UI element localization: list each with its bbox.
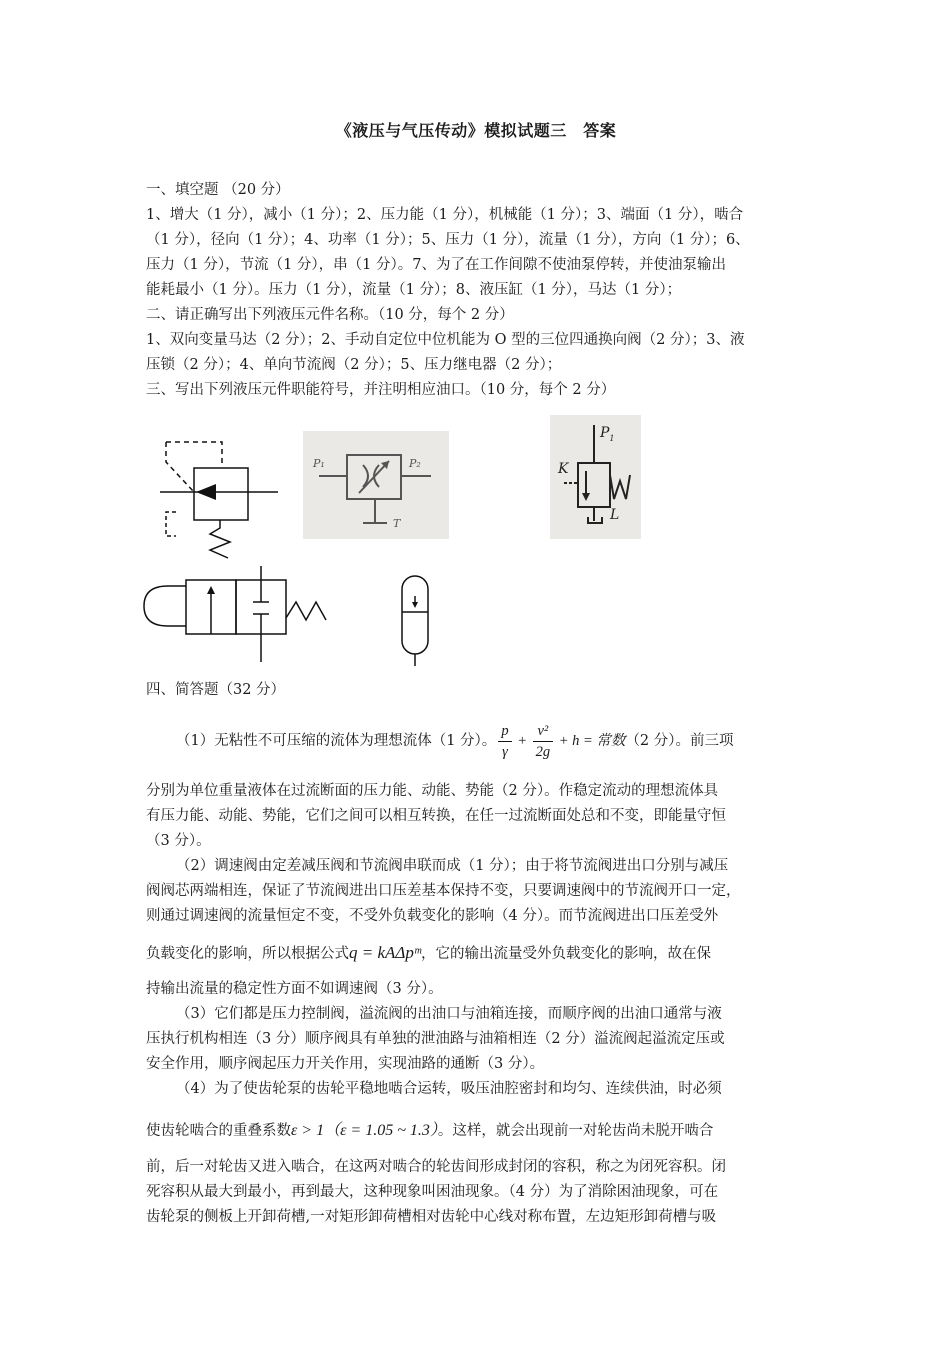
throttle-valve-photo <box>303 431 449 539</box>
pressure-relay-symbol <box>550 415 641 539</box>
one-way-throttle-symbol <box>303 431 449 539</box>
pressure-relay-photo <box>550 415 641 539</box>
q4-formula-line: 使齿轮啮合的重叠系数ε > 1（ε = 1.05 ~ 1.3）。这样，就会出现前一对轮齿尚未脱开啮合 <box>146 1122 714 1139</box>
answer-line: 能耗最小（1 分）。压力（1 分），流量（1 分）；8、液压缸（1 分），马达（1 分）； <box>146 282 682 298</box>
q2-formula-line: 负载变化的影响，所以根据公式q = kAΔpᵐ，它的输出流量受外负载变化的影响，故在保 <box>146 943 711 962</box>
answer-line: 压锁（2 分）；4、单向节流阀（2 分）；5、压力继电器（2 分）； <box>146 357 562 373</box>
q2-q3-body: 持输出流量的稳定性方面不如调速阀（3 分）。 （3）它们都是压力控制阀，溢流阀的出油口与油箱连接，而顺序阀的出油口通常与液 压执行机构相连（3 分）顺序阀具有单独的泄油路与油箱相连（2 分）溢流阀起溢流定压或 安全作用，顺序阀起压力开关作用，实现油路的通断（3 分）。 （4）为了使齿轮泵的齿轮平稳地啮合运转，吸压油腔密封和均匀、连续供油，时必须 <box>146 981 725 1097</box>
section-short-answer <box>146 678 810 703</box>
section-heading: 三、写出下列液压元件职能符号，并注明相应油口。（10 分，每个 2 分） <box>146 382 616 398</box>
answer-line: 1、双向变量马达（2 分）；2、手动自定位中位机能为 O 型的三位四通换向阀（2 分）；3、液 <box>146 332 745 348</box>
section-fill-blank <box>146 178 810 403</box>
accumulator-symbol <box>395 572 435 668</box>
svg-text:P₁: P₁ <box>313 457 325 470</box>
bernoulli-formula: $\frac{p}{\gamma}$ + $\frac{\text{v²}}{2g}$ + h = 常数 <box>496 733 625 749</box>
svg-text:L: L <box>610 507 620 523</box>
q1-first-line: （1）无粘性不可压缩的流体为理想流体（1 分）。 $\frac{p}{\gamma}$ + $\frac{\text{v²}}{2g}$ + h = 常数（2 分）。前三项 <box>176 723 734 761</box>
directional-valve-symbol <box>140 562 340 666</box>
overlap-coefficient-formula: ε > 1（ε = 1.05 ~ 1.3） <box>291 1122 438 1139</box>
section-heading: 一、填空题 （20 分） <box>146 182 290 198</box>
svg-text:T: T <box>393 517 401 530</box>
svg-text:K: K <box>558 461 569 477</box>
flow-formula: q = kAΔpᵐ <box>349 943 421 962</box>
svg-text:P1: $P_1$ <box>600 425 615 443</box>
q1-body: 分别为单位重量液体在过流断面的压力能、动能、势能（2 分）。作稳定流动的理想流体具 有压力能、动能、势能，它们之间可以相互转换，在任一过流断面处总和不变，即能量守恒 （3 分）。 （2）调速阀由定差减压阀和节流阀串联而成（1 分）；由于将节流阀进出口分别与减压 阀阀芯两端相连，保证了节流阀进出口压差基本保持不变，只要调速阀中的节流阀开口一定， 则通过调速阀的流量恒定不变，不受外负载变化的影响（4 分）。而节流阀进出口压差受外 <box>146 783 741 924</box>
page-title: 《液压与气压传动》模拟试题三 答案 <box>335 121 617 140</box>
section-heading: 四、简答题（32 分） <box>146 682 286 698</box>
answer-line: （1 分），径向（1 分）；4、功率（1 分）；5、压力（1 分），流量（1 分），方向（1 分）；6、 <box>146 232 750 248</box>
answer-line: 压力（1 分），节流（1 分），串（1 分）。7、为了在工作间隙不使油泵停转，并使油泵输出 <box>146 257 726 273</box>
section-heading: 二、请正确写出下列液压元件名称。（10 分，每个 2 分） <box>146 307 514 323</box>
relief-valve-symbol <box>150 432 290 567</box>
answer-line: 1、增大（1 分），减小（1 分）；2、压力能（1 分），机械能（1 分）；3、端面（1 分），啮合 <box>146 207 744 223</box>
q4-body: 前，后一对轮齿又进入啮合，在这两对啮合的轮齿间形成封闭的容积，称之为闭死容积。闭 死容积从最大到最小，再到最大，这种现象叫困油现象。（4 分）为了消除困油现象，可在 齿轮泵的侧板上开卸荷槽,一对矩形卸荷槽相对齿轮中心线对称布置，左边矩形卸荷槽与吸 <box>146 1159 726 1225</box>
svg-text:P₂: P₂ <box>409 457 421 470</box>
